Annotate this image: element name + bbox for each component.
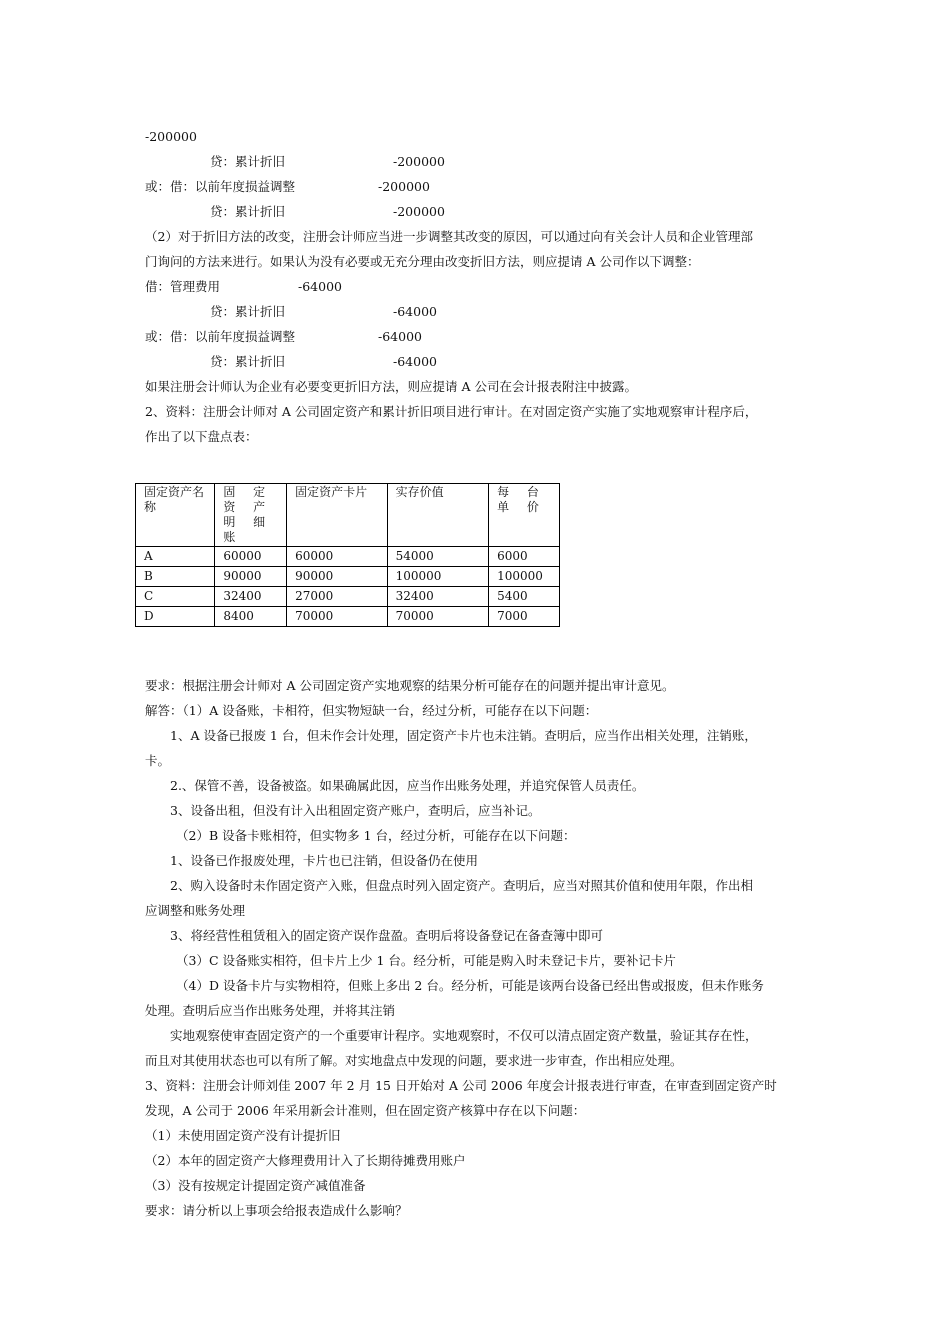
answer-line: 解答：（1）A 设备账，卡相符，但实物短缺一台，经过分析，可能存在以下问题： — [145, 703, 598, 718]
requirement-line: 要求：请分析以上事项会给报表造成什么影响？ — [145, 1203, 408, 1218]
table-cell: 32400 — [387, 587, 489, 607]
table-cell: 6000 — [489, 547, 560, 567]
header-actual-value: 实存价值 — [387, 484, 489, 547]
table-row — [136, 607, 560, 627]
question-3-item: （1）未使用固定资产没有计提折旧 — [145, 1128, 341, 1143]
table-cell: 70000 — [387, 607, 489, 627]
table-cell: D — [136, 607, 215, 627]
requirement-line: 要求：根据注册会计师对 A 公司固定资产实地观察的结果分析可能存在的问题并提出审计意见。 — [145, 678, 675, 693]
credit-amount: -200000 — [393, 204, 445, 219]
table-cell: 5400 — [489, 587, 560, 607]
header-unit-price: 每 台 单 价 — [489, 484, 560, 547]
table-row — [136, 547, 560, 567]
summary-line: 而且对其使用状态也可以有所了解。对实地盘点中发现的问题，要求进一步审查，作出相应处理。 — [145, 1053, 683, 1068]
answer-line: （4）D 设备卡片与实物相符，但账上多出 2 台。经分析，可能是该两台设备已经出售或报废，但未作账务 — [176, 978, 764, 993]
table-cell: 60000 — [215, 547, 287, 567]
answer-line: 卡。 — [145, 753, 171, 768]
amount-line: -200000 — [145, 129, 197, 144]
alt-debit-label: 或：借：以前年度损益调整 — [145, 329, 296, 344]
table-cell: 70000 — [287, 607, 387, 627]
header-asset-name: 固定资产名称 — [136, 484, 215, 547]
answer-line: 3、设备出租，但没有计入出租固定资产账户，查明后，应当补记。 — [170, 803, 541, 818]
table-cell: B — [136, 567, 215, 587]
alt-debit-amount: -200000 — [378, 179, 430, 194]
table-cell: 100000 — [387, 567, 489, 587]
credit-amount: -64000 — [393, 354, 437, 369]
paragraph-line: （2）对于折旧方法的改变，注册会计师应当进一步调整其改变的原因，可以通过向有关会计人员和企业管理部 — [145, 229, 753, 244]
inventory-table — [135, 483, 560, 627]
table-cell: 32400 — [215, 587, 287, 607]
header-ledger: 固 定 资 产 明 细 账 — [215, 484, 287, 547]
alt-debit-amount: -64000 — [378, 329, 422, 344]
table-cell: 7000 — [489, 607, 560, 627]
table-cell: 100000 — [489, 567, 560, 587]
answer-line: 2.、保管不善，设备被盗。如果确属此因，应当作出账务处理，并追究保管人员责任。 — [170, 778, 645, 793]
question-2-line: 作出了以下盘点表： — [145, 429, 258, 444]
table-cell: C — [136, 587, 215, 607]
table-cell: 54000 — [387, 547, 489, 567]
credit-amount: -200000 — [393, 154, 445, 169]
table-header-row — [136, 484, 560, 547]
credit-label: 贷：累计折旧 — [210, 304, 286, 319]
credit-amount: -64000 — [393, 304, 437, 319]
answer-line: 3、将经营性租赁租入的固定资产误作盘盈。查明后将设备登记在备查簿中即可 — [170, 928, 603, 943]
table-row — [136, 587, 560, 607]
answer-line: （3）C 设备账实相符，但卡片上少 1 台。经分析，可能是购入时未登记卡片，要补记卡片 — [176, 953, 676, 968]
header-card: 固定资产卡片 — [287, 484, 387, 547]
credit-label: 贷：累计折旧 — [210, 154, 286, 169]
question-3-item: （2）本年的固定资产大修理费用计入了长期待摊费用账户 — [145, 1153, 466, 1168]
table-row — [136, 567, 560, 587]
answer-line: 2、购入设备时未作固定资产入账，但盘点时列入固定资产。查明后，应当对照其价值和使用年限，作出相 — [170, 878, 753, 893]
answer-line: 处理。查明后应当作出账务处理，并将其注销 — [145, 1003, 396, 1018]
question-3-line: 3、资料：注册会计师刘佳 2007 年 2 月 15 日开始对 A 公司 2006 年度会计报表进行审查，在审查到固定资产时 — [145, 1078, 777, 1093]
answer-line: 1、设备已作报废处理，卡片也已注销，但设备仍在使用 — [170, 853, 478, 868]
answer-line: 应调整和账务处理 — [145, 903, 246, 918]
paragraph-line: 门询问的方法来进行。如果认为没有必要或无充分理由改变折旧方法，则应提请 A 公司作以下调整： — [145, 254, 700, 269]
paragraph-line: 如果注册会计师认为企业有必要变更折旧方法，则应提请 A 公司在会计报表附注中披露。 — [145, 379, 637, 394]
table-cell: 90000 — [287, 567, 387, 587]
question-3-line: 发现，A 公司于 2006 年采用新会计准则，但在固定资产核算中存在以下问题： — [145, 1103, 586, 1118]
table-cell: 90000 — [215, 567, 287, 587]
credit-label: 贷：累计折旧 — [210, 354, 286, 369]
table-cell: 27000 — [287, 587, 387, 607]
question-3-item: （3）没有按规定计提固定资产减值准备 — [145, 1178, 366, 1193]
debit-label: 借：管理费用 — [145, 279, 221, 294]
question-2-line: 2、资料：注册会计师对 A 公司固定资产和累计折旧项目进行审计。在对固定资产实施了实地观察审计程序后， — [145, 404, 758, 419]
answer-line: 1、A 设备已报废 1 台，但未作会计处理，固定资产卡片也未注销。查明后，应当作出相关处理，注销账， — [170, 728, 757, 743]
answer-line: （2）B 设备卡账相符，但实物多 1 台，经过分析，可能存在以下问题： — [176, 828, 576, 843]
table-cell: 8400 — [215, 607, 287, 627]
table-cell: A — [136, 547, 215, 567]
debit-amount: -64000 — [298, 279, 342, 294]
credit-label: 贷：累计折旧 — [210, 204, 286, 219]
alt-debit-label: 或：借：以前年度损益调整 — [145, 179, 296, 194]
summary-line: 实地观察使审查固定资产的一个重要审计程序。实地观察时，不仅可以清点固定资产数量，验证其存在性， — [170, 1028, 758, 1043]
table-cell: 60000 — [287, 547, 387, 567]
